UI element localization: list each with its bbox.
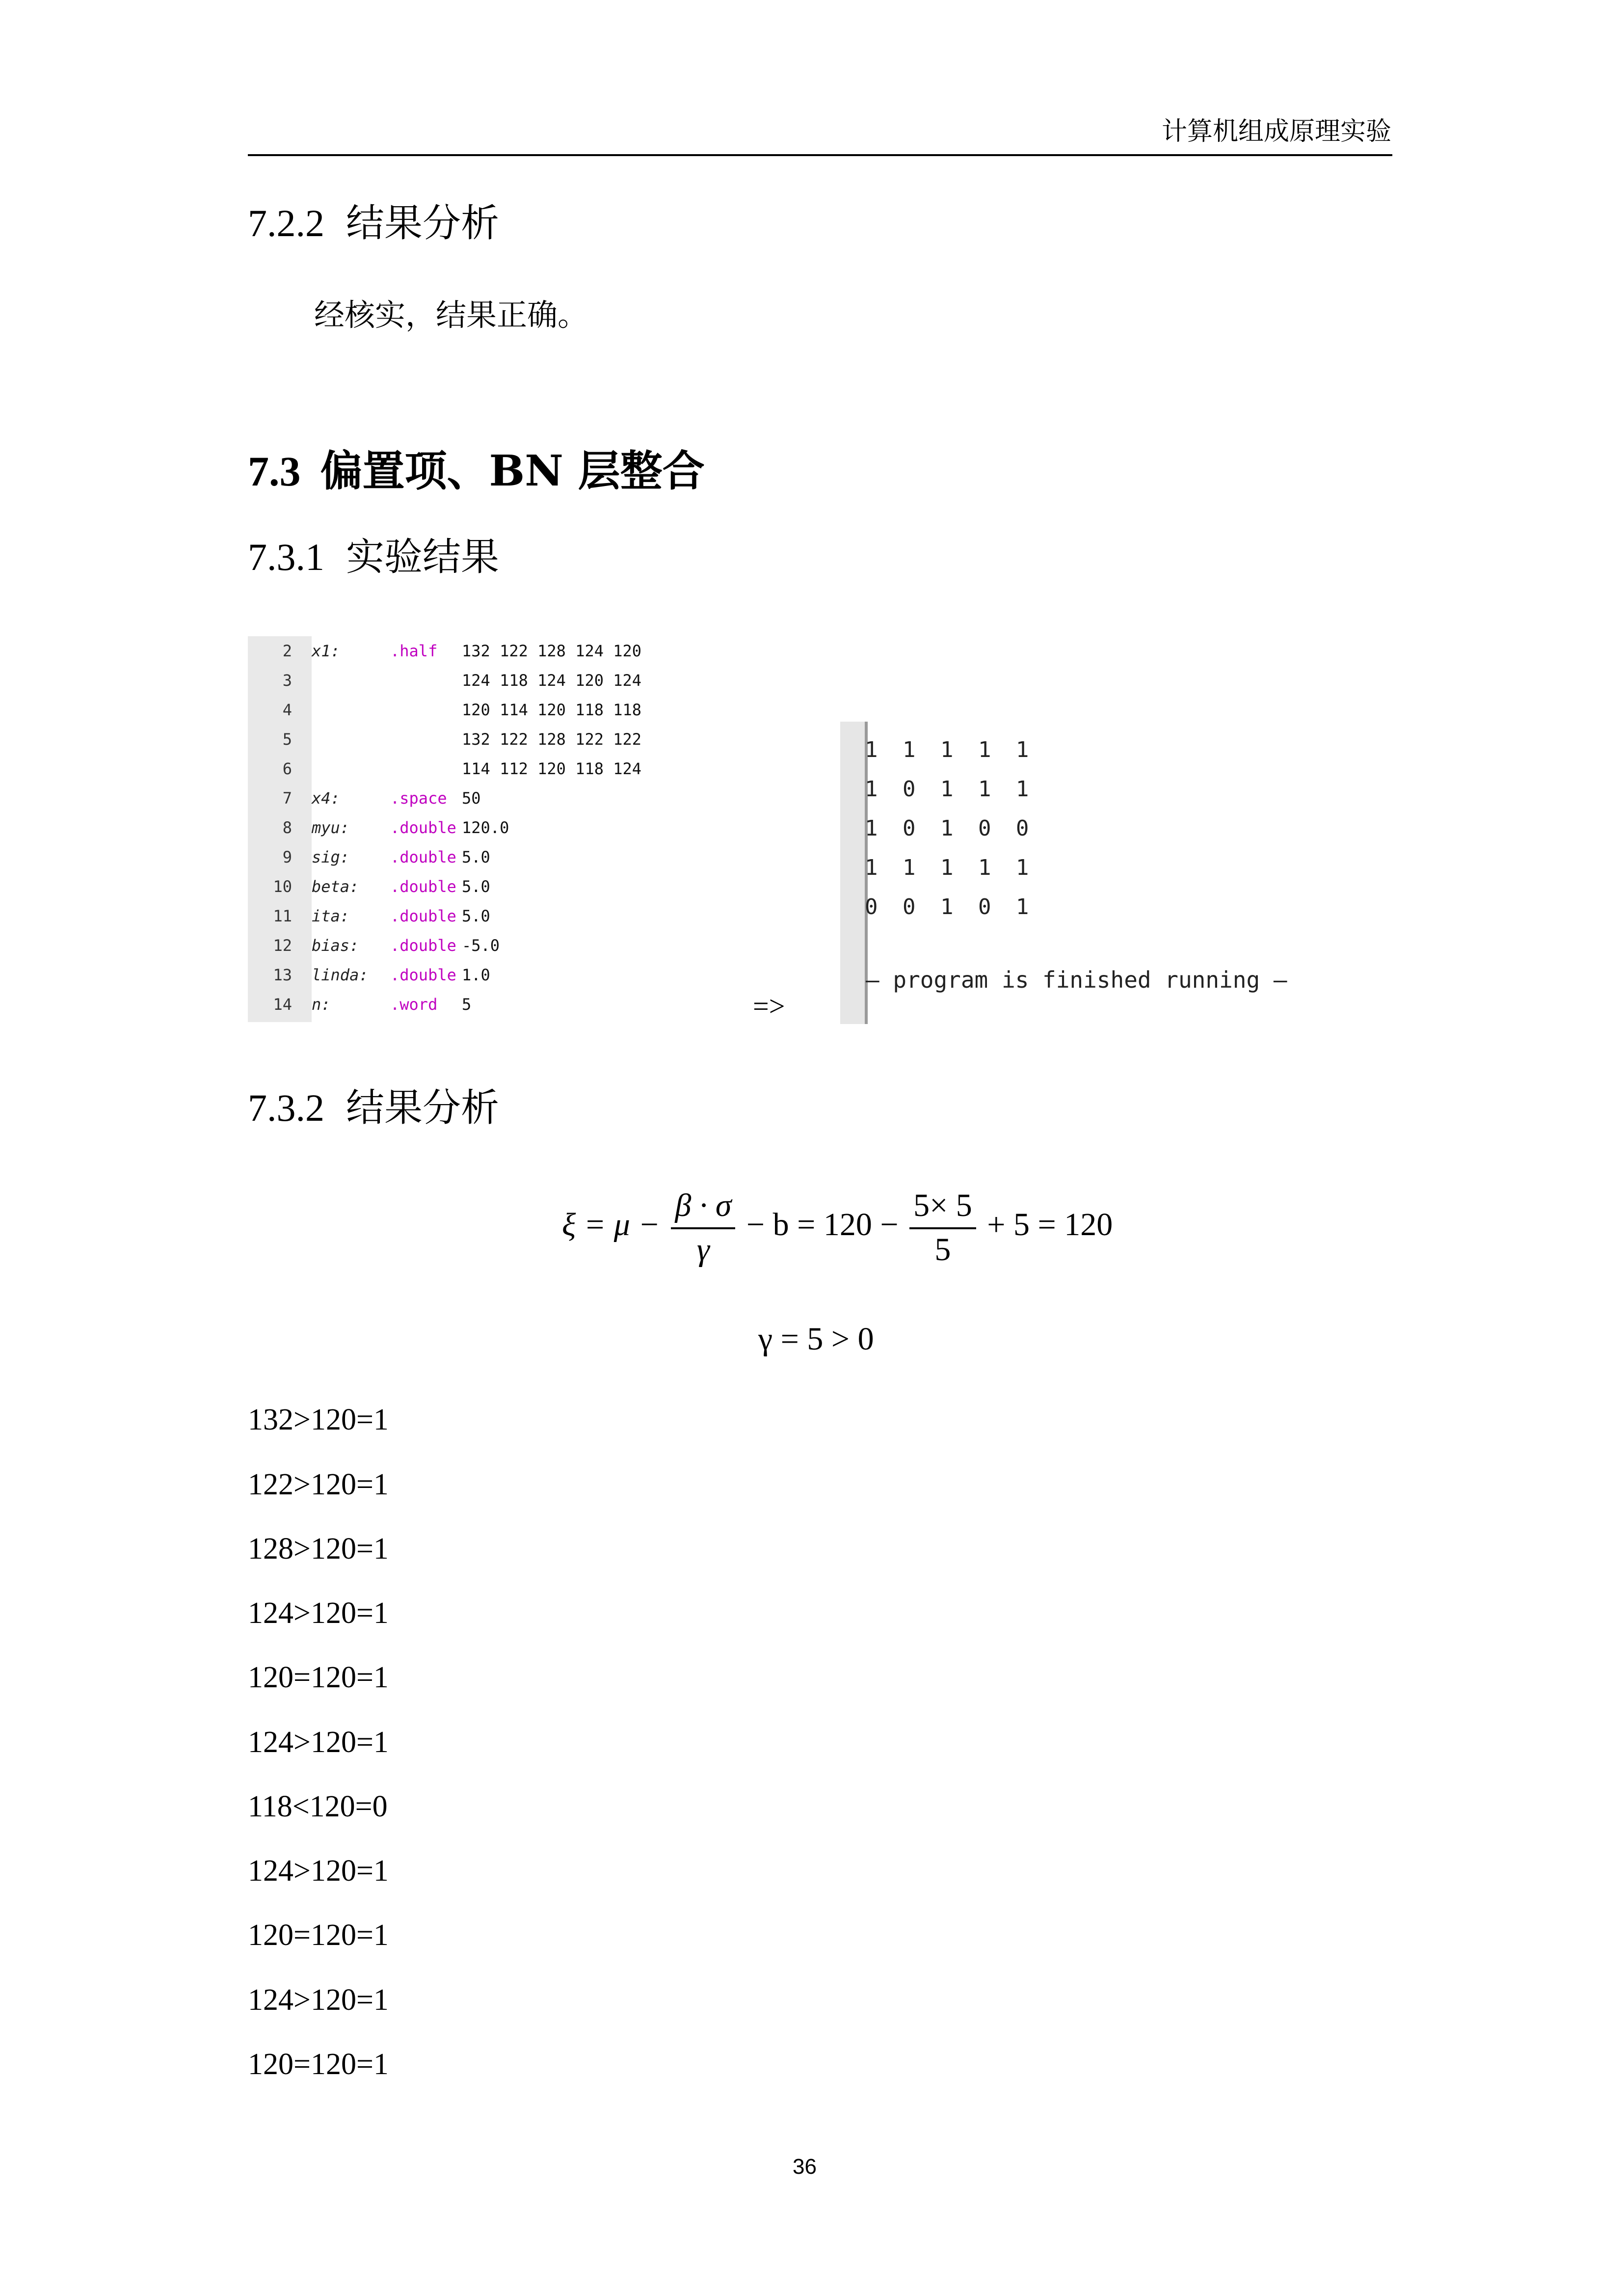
arrow-symbol: => — [753, 990, 785, 1022]
section-heading-7-3-2 — [248, 1086, 499, 1130]
code-line: 5 132 122 128 122 122 — [282, 730, 642, 749]
comparison-line: 118<120=0 — [248, 1790, 388, 1823]
console-output-screenshot — [840, 722, 1292, 1024]
fraction-5x5-over-5 — [909, 1187, 976, 1269]
equation-rhs: + 5 = 120 — [987, 1207, 1113, 1243]
console-gutter — [840, 722, 865, 1024]
comparison-line: 124>120=1 — [248, 1726, 389, 1759]
running-header: 计算机组成原理实验 — [1161, 117, 1391, 146]
program-finished-message: — program is finished running — — [866, 967, 1287, 993]
comparison-line: 124>120=1 — [248, 1854, 389, 1888]
section-number: 7.2.2 — [248, 202, 324, 244]
fraction-numerator: β · σ — [671, 1187, 735, 1229]
code-line: 11 ita: .double 5.0 — [273, 907, 490, 925]
code-line: 12 bias: .double -5.0 — [273, 936, 500, 955]
code-listing-screenshot — [248, 636, 655, 1022]
comparison-line: 120=120=1 — [248, 1661, 389, 1694]
fraction-numerator: 5× 5 — [909, 1187, 976, 1229]
section-number: 7.3 — [248, 448, 301, 495]
output-row: 1 0 1 1 1 — [865, 777, 1035, 802]
equation-middle: − b = 120 − — [746, 1207, 899, 1243]
section-heading-7-2-2 — [248, 201, 499, 245]
section-title: 结果分析 — [346, 201, 500, 245]
code-line: 13 linda: .double 1.0 — [273, 966, 490, 984]
code-line: 3 124 118 124 120 124 — [282, 671, 642, 690]
code-line: 8 myu: .double 120.0 — [282, 818, 509, 837]
section-number: 7.3.2 — [248, 1086, 324, 1129]
fraction-denominator: γ — [696, 1232, 710, 1268]
code-line: 14 n: .word 5 — [273, 995, 472, 1014]
page-number: 36 — [793, 2155, 817, 2179]
output-row: 1 1 1 1 1 — [865, 737, 1035, 762]
output-row: 1 1 1 1 1 — [865, 855, 1035, 880]
code-line: 4 120 114 120 118 118 — [282, 701, 642, 719]
code-line: 7 x4: .space 50 — [282, 789, 481, 808]
section-title: 偏置项、BN 层整合 — [320, 446, 705, 496]
equation-lhs: ξ = μ − — [562, 1207, 660, 1243]
comparison-line: 124>120=1 — [248, 1596, 389, 1630]
header-rule — [248, 154, 1392, 156]
section-number: 7.3.1 — [248, 536, 324, 578]
code-line: 10 beta: .double 5.0 — [273, 877, 490, 896]
equation-xi — [562, 1187, 1113, 1269]
comparison-line: 132>120=1 — [248, 1403, 389, 1436]
fraction-beta-sigma-over-gamma — [671, 1187, 735, 1269]
section-heading-7-3 — [248, 448, 705, 495]
comparison-line: 124>120=1 — [248, 1983, 389, 2017]
fraction-denominator: 5 — [934, 1232, 951, 1268]
code-line: 9 sig: .double 5.0 — [282, 848, 490, 866]
comparison-line: 128>120=1 — [248, 1532, 389, 1566]
code-line: 2 x1: .half 132 122 128 124 120 — [282, 642, 642, 660]
section-heading-7-3-1 — [248, 535, 499, 579]
output-row: 1 0 1 0 0 — [865, 816, 1035, 841]
comparison-line: 120=120=1 — [248, 1918, 389, 1952]
section-title: 实验结果 — [346, 535, 500, 579]
paragraph-verified: 经核实，结果正确。 — [314, 297, 588, 333]
comparison-line: 122>120=1 — [248, 1468, 389, 1501]
equation-gamma: γ = 5 > 0 — [758, 1321, 874, 1357]
section-title: 结果分析 — [346, 1086, 500, 1130]
comparison-line: 120=120=1 — [248, 2048, 389, 2081]
output-row: 0 0 1 0 1 — [865, 894, 1035, 919]
code-line: 6 114 112 120 118 124 — [282, 759, 642, 778]
